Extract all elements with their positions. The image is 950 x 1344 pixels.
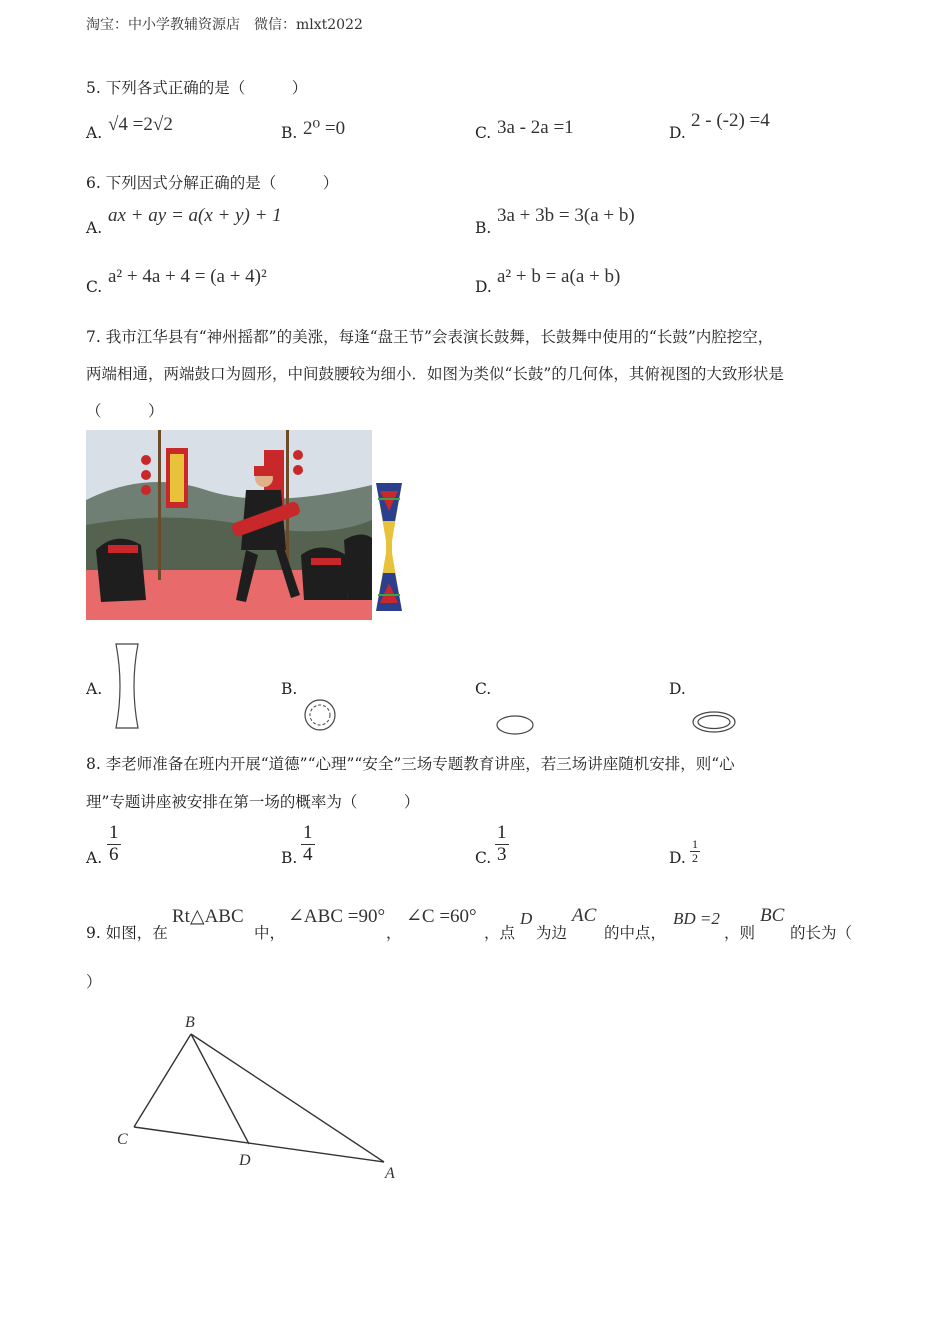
q8-option-c-fraction [495,823,509,866]
long-drum-figure [374,481,404,613]
segment-bc [134,1034,191,1127]
q6-option-a-expr: ax + ay = a(x + y) + 1 [108,205,282,226]
q7-option-b-letter: B. [281,680,298,698]
q8-option-b-fraction [301,823,315,866]
q8-option-d-denominator: 2 [692,851,698,866]
q9-text-7: 的长为（ [790,924,853,942]
q9-line2: ） [86,973,102,991]
q9-text-4: 为边 [536,924,568,942]
vertex-label-a: A [385,1165,395,1182]
q8-option-c-numerator: 1 [497,822,507,843]
q6-option-d-letter: D. [475,278,492,296]
q8-option-a-letter: A. [86,849,103,867]
q5-option-b-letter: B. [281,124,298,142]
vertex-label-c: C [117,1131,128,1148]
q5-option-a-letter: A. [86,124,103,142]
q9-text-6: ，则 [724,924,756,942]
q9-bd-length: BD =2 [673,909,720,928]
q5-option-d-letter: D. [669,124,686,142]
q7-option-c-ellipse-shape [495,714,535,736]
q9-side-ac: AC [572,905,597,926]
q7-stem-line3: （ ） [86,402,164,420]
q5-option-b-expr: 2⁰ =0 [303,118,346,139]
q7-option-b-circle-shape [303,698,337,732]
long-drum-dance-photo [86,430,372,620]
q9-side-bc: BC [760,905,785,926]
q8-option-d-fraction [690,838,700,865]
q8-option-d-letter: D. [669,849,686,867]
q7-option-d-double-ellipse-shape [691,710,737,734]
vertex-label-d: D [239,1152,251,1169]
q9-text-2: ， [386,924,402,942]
q8-option-c-letter: C. [475,849,492,867]
q8-option-c-denominator: 3 [497,843,507,865]
q8-option-a-denominator: 6 [109,843,119,865]
q8-stem-line1: 8. 李老师准备在班内开展“道德”“心理”“安全”三场专题教育讲座，若三场讲座随机安排，则“心 [86,755,735,773]
q6-option-c-letter: C. [86,278,103,296]
segment-ca [134,1127,384,1162]
q9-triangle-figure [110,1008,410,1184]
q8-option-b-denominator: 4 [303,843,313,865]
q6-option-b-letter: B. [475,219,492,237]
q6-option-d-expr: a² + b = a(a + b) [497,266,621,287]
q5-stem: 5. 下列各式正确的是（ ） [86,79,308,97]
q6-option-b-expr: 3a + 3b = 3(a + b) [497,205,635,226]
segment-bd [191,1034,249,1144]
q7-option-c-letter: C. [475,680,492,698]
q8-stem-line2: 理”专题讲座被安排在第一场的概率为（ ） [86,793,420,811]
q9-angle-c: ∠C =60° [406,906,477,927]
q5-option-d-expr: 2 - (-2) =4 [691,110,770,131]
q6-option-a-letter: A. [86,219,103,237]
vertex-label-b: B [185,1014,195,1031]
q7-stem-line2: 两端相通，两端鼓口为圆形，中间鼓腰较为细小．如图为类似“长鼓”的几何体，其俯视图的大致形状是 [86,365,784,383]
q7-stem-line1: 7. 我市江华县有“神州摇都”的美涨，每逢“盘王节”会表演长鼓舞，长鼓舞中使用的“长鼓”内腔挖空， [86,328,774,346]
q7-option-d-letter: D. [669,680,686,698]
q9-text-1: 中， [254,924,286,942]
q6-option-c-expr: a² + 4a + 4 = (a + 4)² [108,266,267,287]
q9-text-5: 的中点， [604,924,667,942]
q5-option-a-expr: √4 =2√2 [108,114,173,135]
q9-point-d: D [520,909,533,928]
q9-triangle: Rt△ABC [172,906,244,927]
q9-prefix: 9. 如图，在 [86,924,168,942]
q6-stem: 6. 下列因式分解正确的是（ ） [86,174,339,192]
segment-ba [191,1034,384,1162]
q8-option-d-numerator: 1 [692,837,698,851]
page-header: 淘宝：中小学教辅资源店 微信：mlxt2022 [86,17,363,33]
dance-photo-illustration [86,430,372,620]
q8-option-b-letter: B. [281,849,298,867]
q5-option-c-letter: C. [475,124,492,142]
q7-option-a-letter: A. [86,680,103,698]
q8-option-a-numerator: 1 [109,822,119,843]
q9-angle-abc: ∠ABC =90° [288,906,386,927]
q8-option-b-numerator: 1 [303,822,313,843]
q5-option-c-expr: 3a - 2a =1 [497,117,574,138]
q9-text-3: ，点 [484,924,516,942]
q7-option-a-drum-shape [113,642,141,730]
q8-option-a-fraction [107,823,121,866]
